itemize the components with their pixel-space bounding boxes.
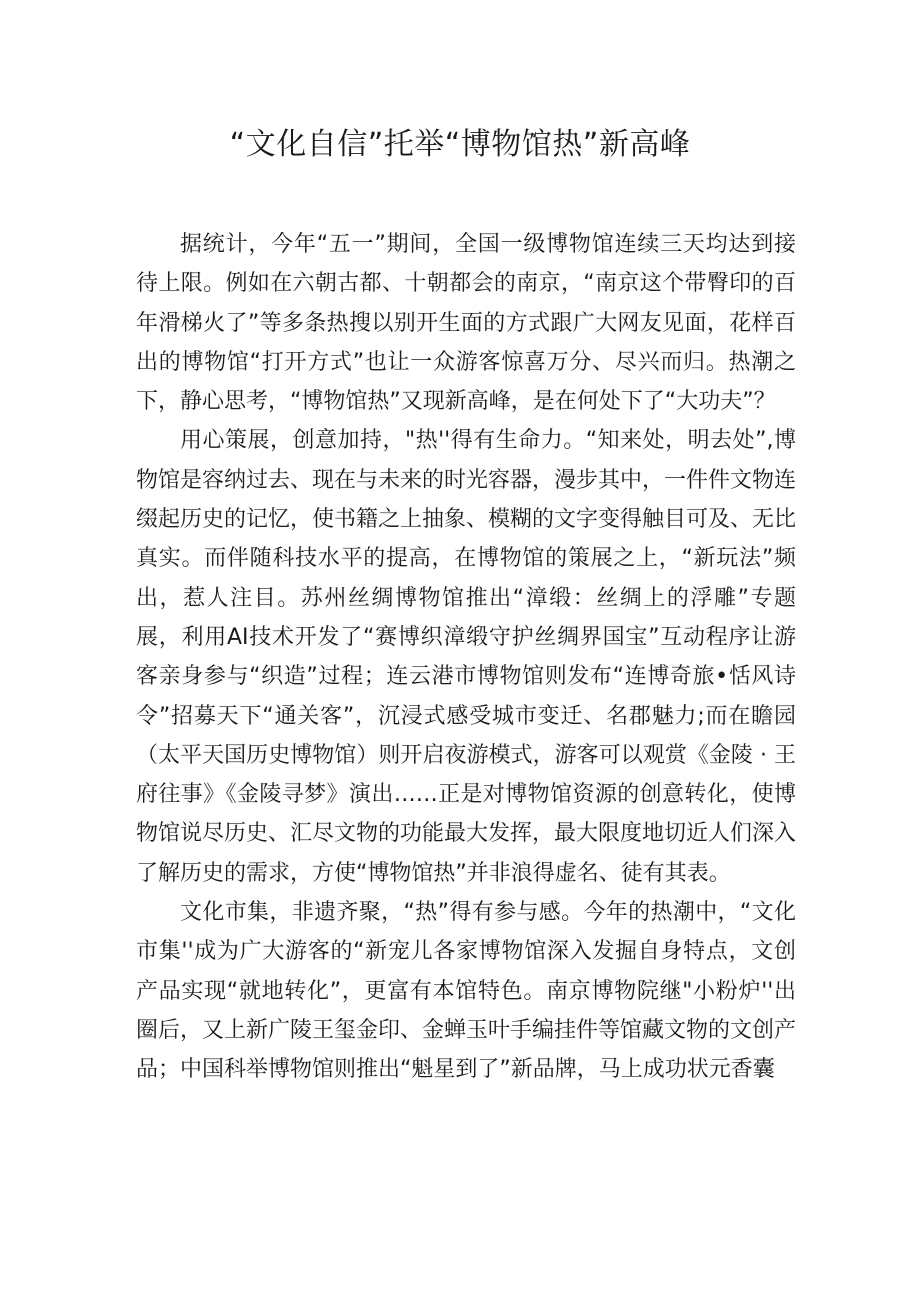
document-body [136, 225, 796, 1090]
paragraph: 用心策展，创意加持，"热''得有生命力。“知来处，明去处”,博物馆是容纳过去、现在与未来的时光容器，漫步其中，一件件文物连缀起历史的记忆，使书籍之上抽象、模糊的文字变得触目可及、无比真实。而伴随科技水平的提高，在博物馆的策展之上，“新玩法”频出，惹人注目。苏州丝绸博物馆推出“漳缎：丝绸上的浮雕”专题展，利用AI技术开发了“赛博织漳缎守护丝绸界国宝”互动程序让游客亲身参与“织造”过程；连云港市博物馆则发布“连博奇旅•恬风诗令”招募天下“通关客”，沉浸式感受城市变迁、名郡魅力;而在瞻园（太平天国历史博物馆）则开启夜游模式，游客可以观赏《金陵 · 王府往事》《金陵寻梦》演出……正是对博物馆资源的创意转化，使博物馆说尽历史、汇尽文物的功能最大发挥，最大限度地切近人们深入了解历史的需求，方使“博物馆热”并非浪得虚名、徒有其表。 [136, 428, 797, 886]
document-title: “文化自信”托举“博物馆热”新高峰 [229, 127, 691, 162]
paragraph: 据统计，今年“五一”期间，全国一级博物馆连续三天均达到接待上限。例如在六朝古都、十朝都会的南京，“南京这个带臀印的百年滑梯火了”等多条热搜以别开生面的方式跟广大网友见面，花样百出的博物馆“打开方式”也让一众游客惊喜万分、尽兴而归。热潮之下，静心思考，“博物馆热”又现新高峰，是在何处下了“大功夫”？ [136, 232, 796, 415]
paragraph: 文化市集，非遗齐聚，“热”得有参与感。今年的热潮中，“文化市集''成为广大游客的“新宠儿各家博物馆深入发掘自身特点，文创产品实现“就地转化”，更富有本馆特色。南京博物院继"小粉炉''出圈后，又上新广陵王玺金印、金蝉玉叶手编挂件等馆藏文物的文创产品；中国科举博物馆则推出“魁星到了”新品牌，马上成功状元香囊 [136, 900, 797, 1083]
